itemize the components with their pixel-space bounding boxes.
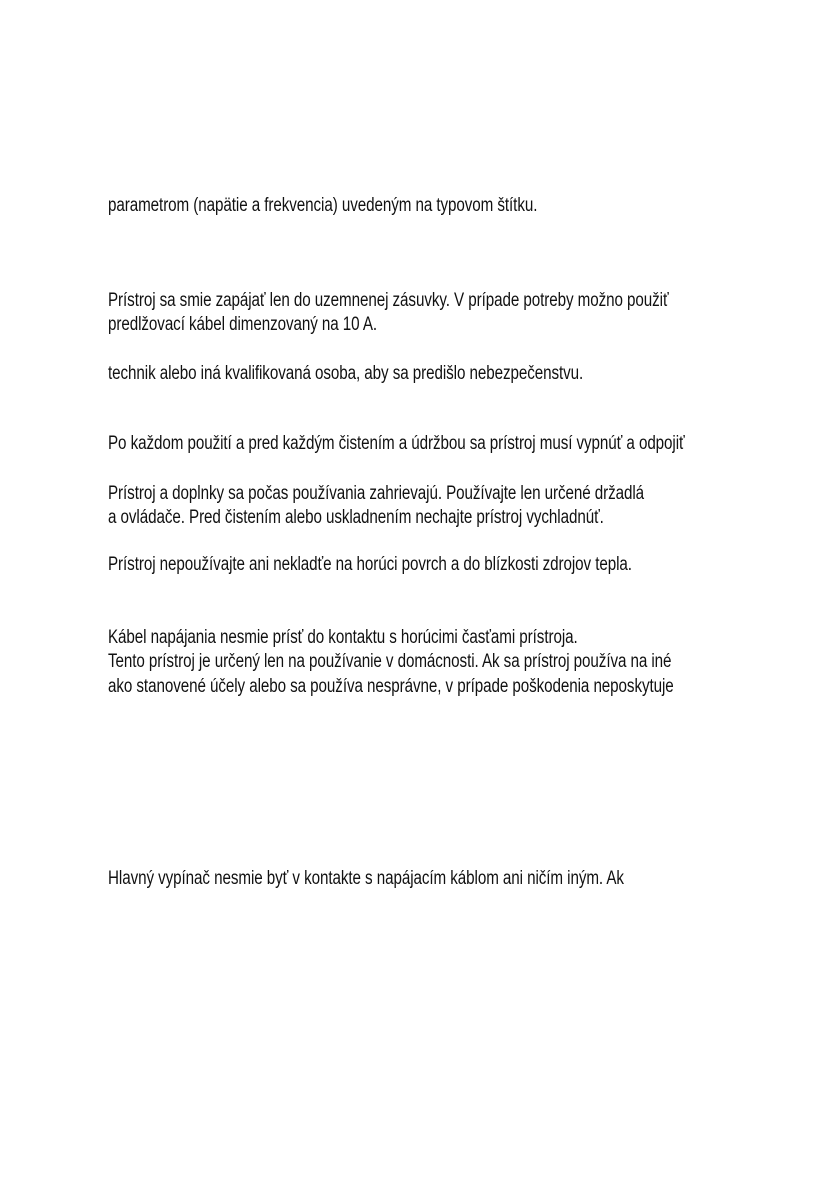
text-line: Prístroj a doplnky sa počas používania zahrievajú. Používajte len určené držadlá [108,483,645,504]
text-line: Po každom použití a pred každým čistením a údržbou sa prístroj musí vypnúť a odpojiť [108,433,685,454]
text-line: Prístroj nepoužívajte ani nekladťe na horúci povrch a do blízkosti zdrojov tepla. [108,554,632,575]
text-line: parametrom (napätie a frekvencia) uvedeným na typovom štítku. [108,195,538,216]
text-line: technik alebo iná kvalifikovaná osoba, aby sa predišlo nebezpečenstvu. [108,363,584,384]
text-line: a ovládače. Pred čistením alebo uskladnením nechajte prístroj vychladnúť. [108,507,604,528]
text-line: Kábel napájania nesmie prísť do kontaktu s horúcimi časťami prístroja. [108,627,578,648]
text-line: Hlavný vypínač nesmie byť v kontakte s napájacím káblom ani ničím iným. Ak [108,868,624,889]
text-line: ako stanovené účely alebo sa používa nesprávne, v prípade poškodenia neposkytuje [108,676,674,697]
text-line: Tento prístroj je určený len na používanie v domácnosti. Ak sa prístroj používa na iné [108,651,672,672]
text-line: Prístroj sa smie zapájať len do uzemnenej zásuvky. V prípade potreby možno použiť [108,290,669,311]
text-line: predlžovací kábel dimenzovaný na 10 A. [108,314,378,335]
